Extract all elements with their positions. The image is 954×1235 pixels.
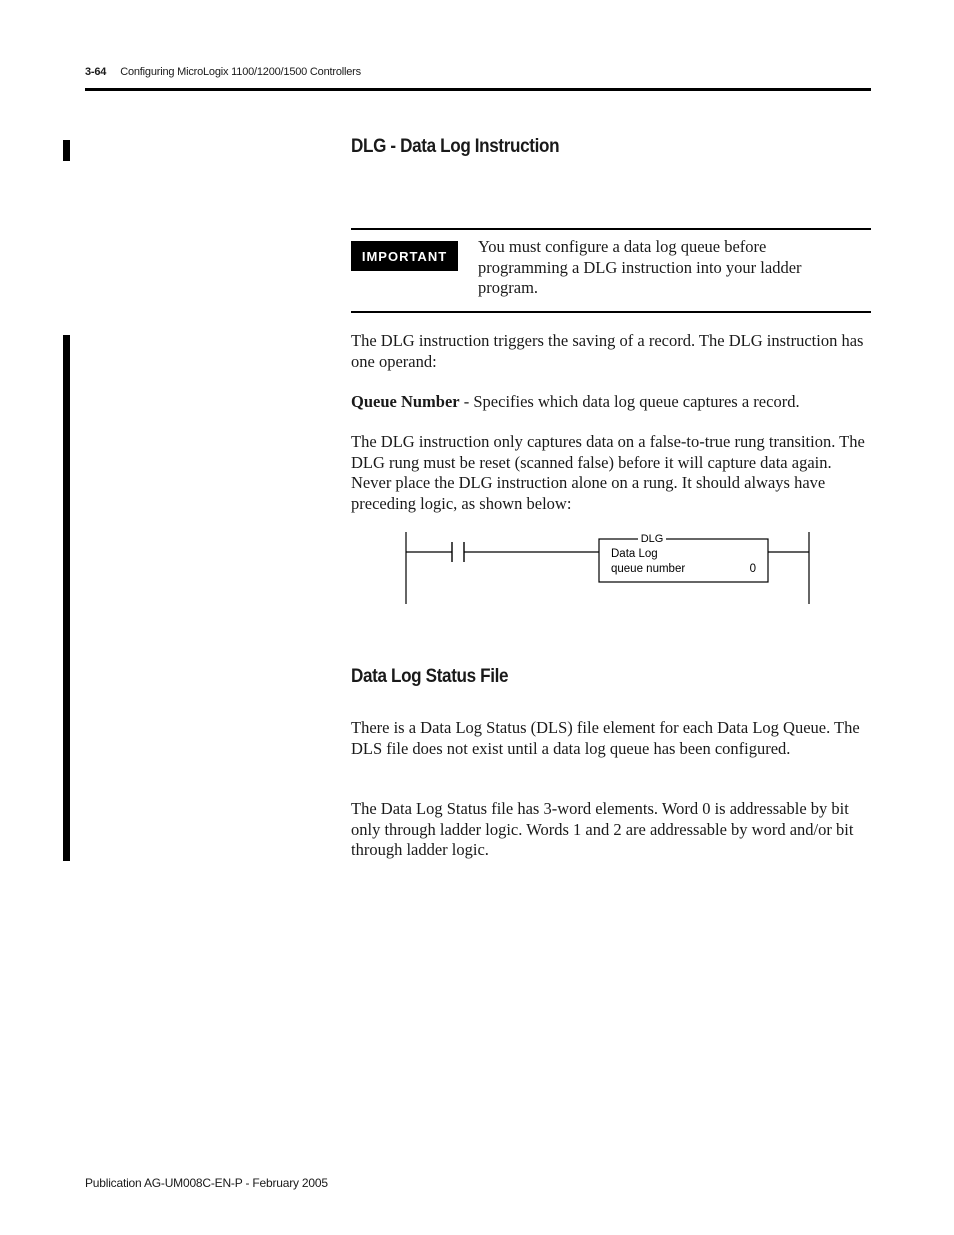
operand-description: - Specifies which data log queue captures a record. — [459, 392, 800, 411]
page-number: 3-64 — [85, 66, 107, 78]
dlg-instruction-box — [599, 539, 768, 582]
paragraph-operand — [351, 392, 871, 413]
queue-number-label: queue number — [611, 563, 686, 575]
important-top-rule — [351, 228, 871, 230]
queue-number-value: 0 — [749, 563, 756, 575]
page-footer: Publication AG-UM008C-EN-P - February 2005 — [85, 1176, 328, 1190]
change-bar-1 — [63, 140, 70, 161]
operand-term: Queue Number — [351, 392, 460, 411]
paragraph-dls-words: The Data Log Status file has 3-word elements. Word 0 is addressable by bit only through ladder logic. Words 1 and 2 are addressable by word and/or bit through ladder logic. — [351, 799, 854, 859]
header-rule — [85, 88, 871, 91]
chapter-title: Configuring MicroLogix 1100/1200/1500 Controllers — [120, 66, 361, 78]
section-heading-status-file: Data Log Status File — [351, 666, 509, 687]
paragraph-dlg-intro: The DLG instruction triggers the saving of a record. The DLG instruction has one operand: — [351, 331, 864, 371]
change-bar-2 — [63, 335, 70, 861]
important-bottom-rule — [351, 311, 871, 313]
page-header — [85, 66, 361, 78]
paragraph-dlg-transition: The DLG instruction only captures data on a false-to-true rung transition. The DLG rung must be reset (scanned false) before it will capture data again. Never place the DLG instruction alone on a rung. It should always have preceding logic, as shown below: — [351, 432, 865, 513]
ladder-diagram — [400, 528, 820, 608]
paragraph-dls-intro: There is a Data Log Status (DLS) file element for each Data Log Queue. The DLS file does not exist until a data log queue has been configured. — [351, 718, 860, 758]
section-heading-dlg: DLG - Data Log Instruction — [351, 136, 560, 157]
dlg-instruction-description: Data Log — [611, 548, 658, 560]
important-text: You must configure a data log queue before programming a DLG instruction into your ladder program. — [478, 237, 802, 297]
important-label: IMPORTANT — [351, 241, 458, 271]
dlg-instruction-name: DLG — [640, 533, 664, 545]
